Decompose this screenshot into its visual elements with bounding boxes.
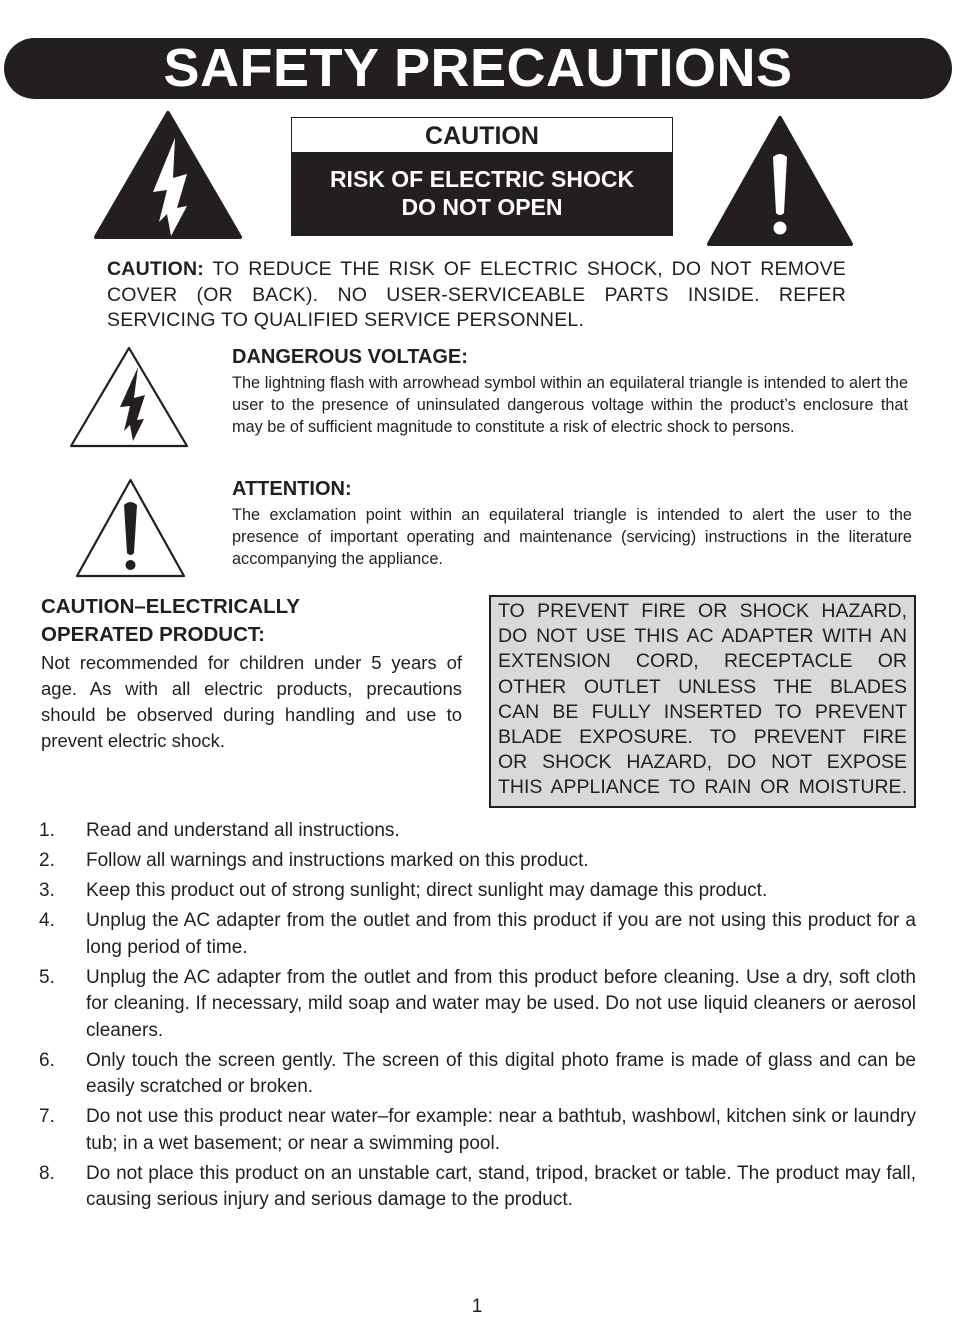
list-item-text: Keep this product out of strong sunlight; direct sunlight may damage this product. bbox=[86, 880, 768, 901]
dangerous-voltage-text: The lightning flash with arrowhead symbol within an equilateral triangle is intended to alert the user to the presence of uninsulated dangerous voltage within the product’s enclosure that may be of sufficient magnitude to constitute a risk of electric shock to persons. bbox=[232, 374, 908, 437]
hazard-line: THIS APPLIANCE TO RAIN OR MOISTURE. bbox=[498, 776, 907, 799]
hazard-line: OR SHOCK HAZARD, DO NOT EXPOSE bbox=[498, 751, 907, 774]
electrical-product-section bbox=[41, 593, 462, 754]
lightning-outline-triangle-icon bbox=[68, 345, 190, 449]
caution-box-line1: RISK OF ELECTRIC SHOCK bbox=[329, 166, 635, 192]
list-item-number: 8. bbox=[39, 1162, 55, 1184]
dangerous-voltage-heading: DANGEROUS VOLTAGE: bbox=[232, 346, 468, 368]
caution-box-heading: CAUTION bbox=[292, 118, 672, 152]
list-item-text: Unplug the AC adapter from the outlet and from this product before cleaning. Use a dry, soft cloth for cleaning. If necessary, mild soap and water may be used. Do not use liquid cleaners or aerosol cleaners. bbox=[86, 966, 916, 1041]
electrical-product-text: Not recommended for children under 5 years of age. As with all electric products, precautions should be observed during handling and use to prevent electric shock. bbox=[41, 652, 462, 751]
hazard-line: OTHER OUTLET UNLESS THE BLADES bbox=[498, 675, 907, 698]
list-item-number: 3. bbox=[39, 880, 55, 901]
list-item-number: 2. bbox=[39, 850, 55, 871]
instructions-list bbox=[39, 818, 916, 1217]
list-item-text: Only touch the screen gently. The screen of this digital photo frame is made of glass and can be easily scratched or broken. bbox=[86, 1049, 916, 1097]
list-item bbox=[39, 818, 916, 845]
list-item bbox=[39, 908, 916, 961]
page-title: SAFETY PRECAUTIONS bbox=[4, 38, 952, 99]
exclamation-outline-triangle-icon bbox=[74, 477, 187, 579]
list-item-text: Follow all warnings and instructions marked on this product. bbox=[86, 850, 589, 871]
list-item bbox=[39, 965, 916, 1045]
caution-paragraph bbox=[107, 257, 846, 334]
caution-box-body bbox=[292, 152, 672, 221]
dangerous-voltage-section bbox=[232, 344, 908, 439]
list-item-text: Do not use this product near water–for example: near a bathtub, washbowl, kitchen sink or laundry tub; in a wet basement; or near a swimming pool. bbox=[86, 1106, 916, 1154]
hazard-warning-box bbox=[489, 595, 916, 808]
exclamation-triangle-icon bbox=[706, 115, 854, 247]
list-item bbox=[39, 848, 916, 875]
list-item-text: Do not place this product on an unstable cart, stand, tripod, bracket or table. The product may fall, causing serious injury and serious damage to the product. bbox=[86, 1162, 916, 1210]
caution-paragraph-label: CAUTION: bbox=[107, 258, 204, 280]
hazard-line: TO PREVENT FIRE OR SHOCK HAZARD, bbox=[498, 600, 907, 622]
list-item-number: 7. bbox=[39, 1106, 55, 1127]
caution-box-line2: DO NOT OPEN bbox=[401, 194, 563, 220]
list-item bbox=[39, 878, 916, 905]
caution-paragraph-text: TO REDUCE THE RISK OF ELECTRIC SHOCK, DO NOT REMOVE COVER (OR BACK). NO USER-SERVICEABLE PARTS INSIDE. REFER SERVICING TO QUALIFIED SERVICE PERSONNEL. bbox=[107, 258, 846, 331]
caution-label-box bbox=[291, 117, 673, 236]
page-number: 1 bbox=[471, 1296, 483, 1317]
list-item bbox=[39, 1104, 916, 1157]
attention-heading: ATTENTION: bbox=[232, 478, 352, 500]
attention-section bbox=[232, 476, 912, 571]
list-item-text: Read and understand all instructions. bbox=[86, 820, 400, 841]
list-item-number: 1. bbox=[39, 820, 55, 841]
electrical-product-heading-line1: CAUTION–ELECTRICALLY bbox=[41, 595, 300, 618]
list-item-number: 5. bbox=[39, 966, 55, 988]
electrical-product-heading-line2: OPERATED PRODUCT: bbox=[41, 623, 265, 646]
list-item-number: 4. bbox=[39, 910, 55, 931]
attention-text: The exclamation point within an equilateral triangle is intended to alert the user to the presence of important operating and maintenance (servicing) instructions in the literature accompanying the appliance. bbox=[232, 506, 912, 569]
list-item bbox=[39, 1048, 916, 1101]
list-item-text: Unplug the AC adapter from the outlet and from this product if you are not using this product for a long period of time. bbox=[86, 910, 916, 958]
hazard-line: DO NOT USE THIS AC ADAPTER WITH AN bbox=[498, 625, 907, 648]
hazard-line: EXTENSION CORD, RECEPTACLE OR bbox=[498, 650, 907, 673]
lightning-triangle-icon bbox=[93, 110, 243, 240]
list-item-number: 6. bbox=[39, 1049, 55, 1071]
list-item bbox=[39, 1161, 916, 1214]
hazard-line: BLADE EXPOSURE. TO PREVENT FIRE bbox=[498, 726, 907, 749]
hazard-line: CAN BE FULLY INSERTED TO PREVENT bbox=[498, 700, 907, 723]
